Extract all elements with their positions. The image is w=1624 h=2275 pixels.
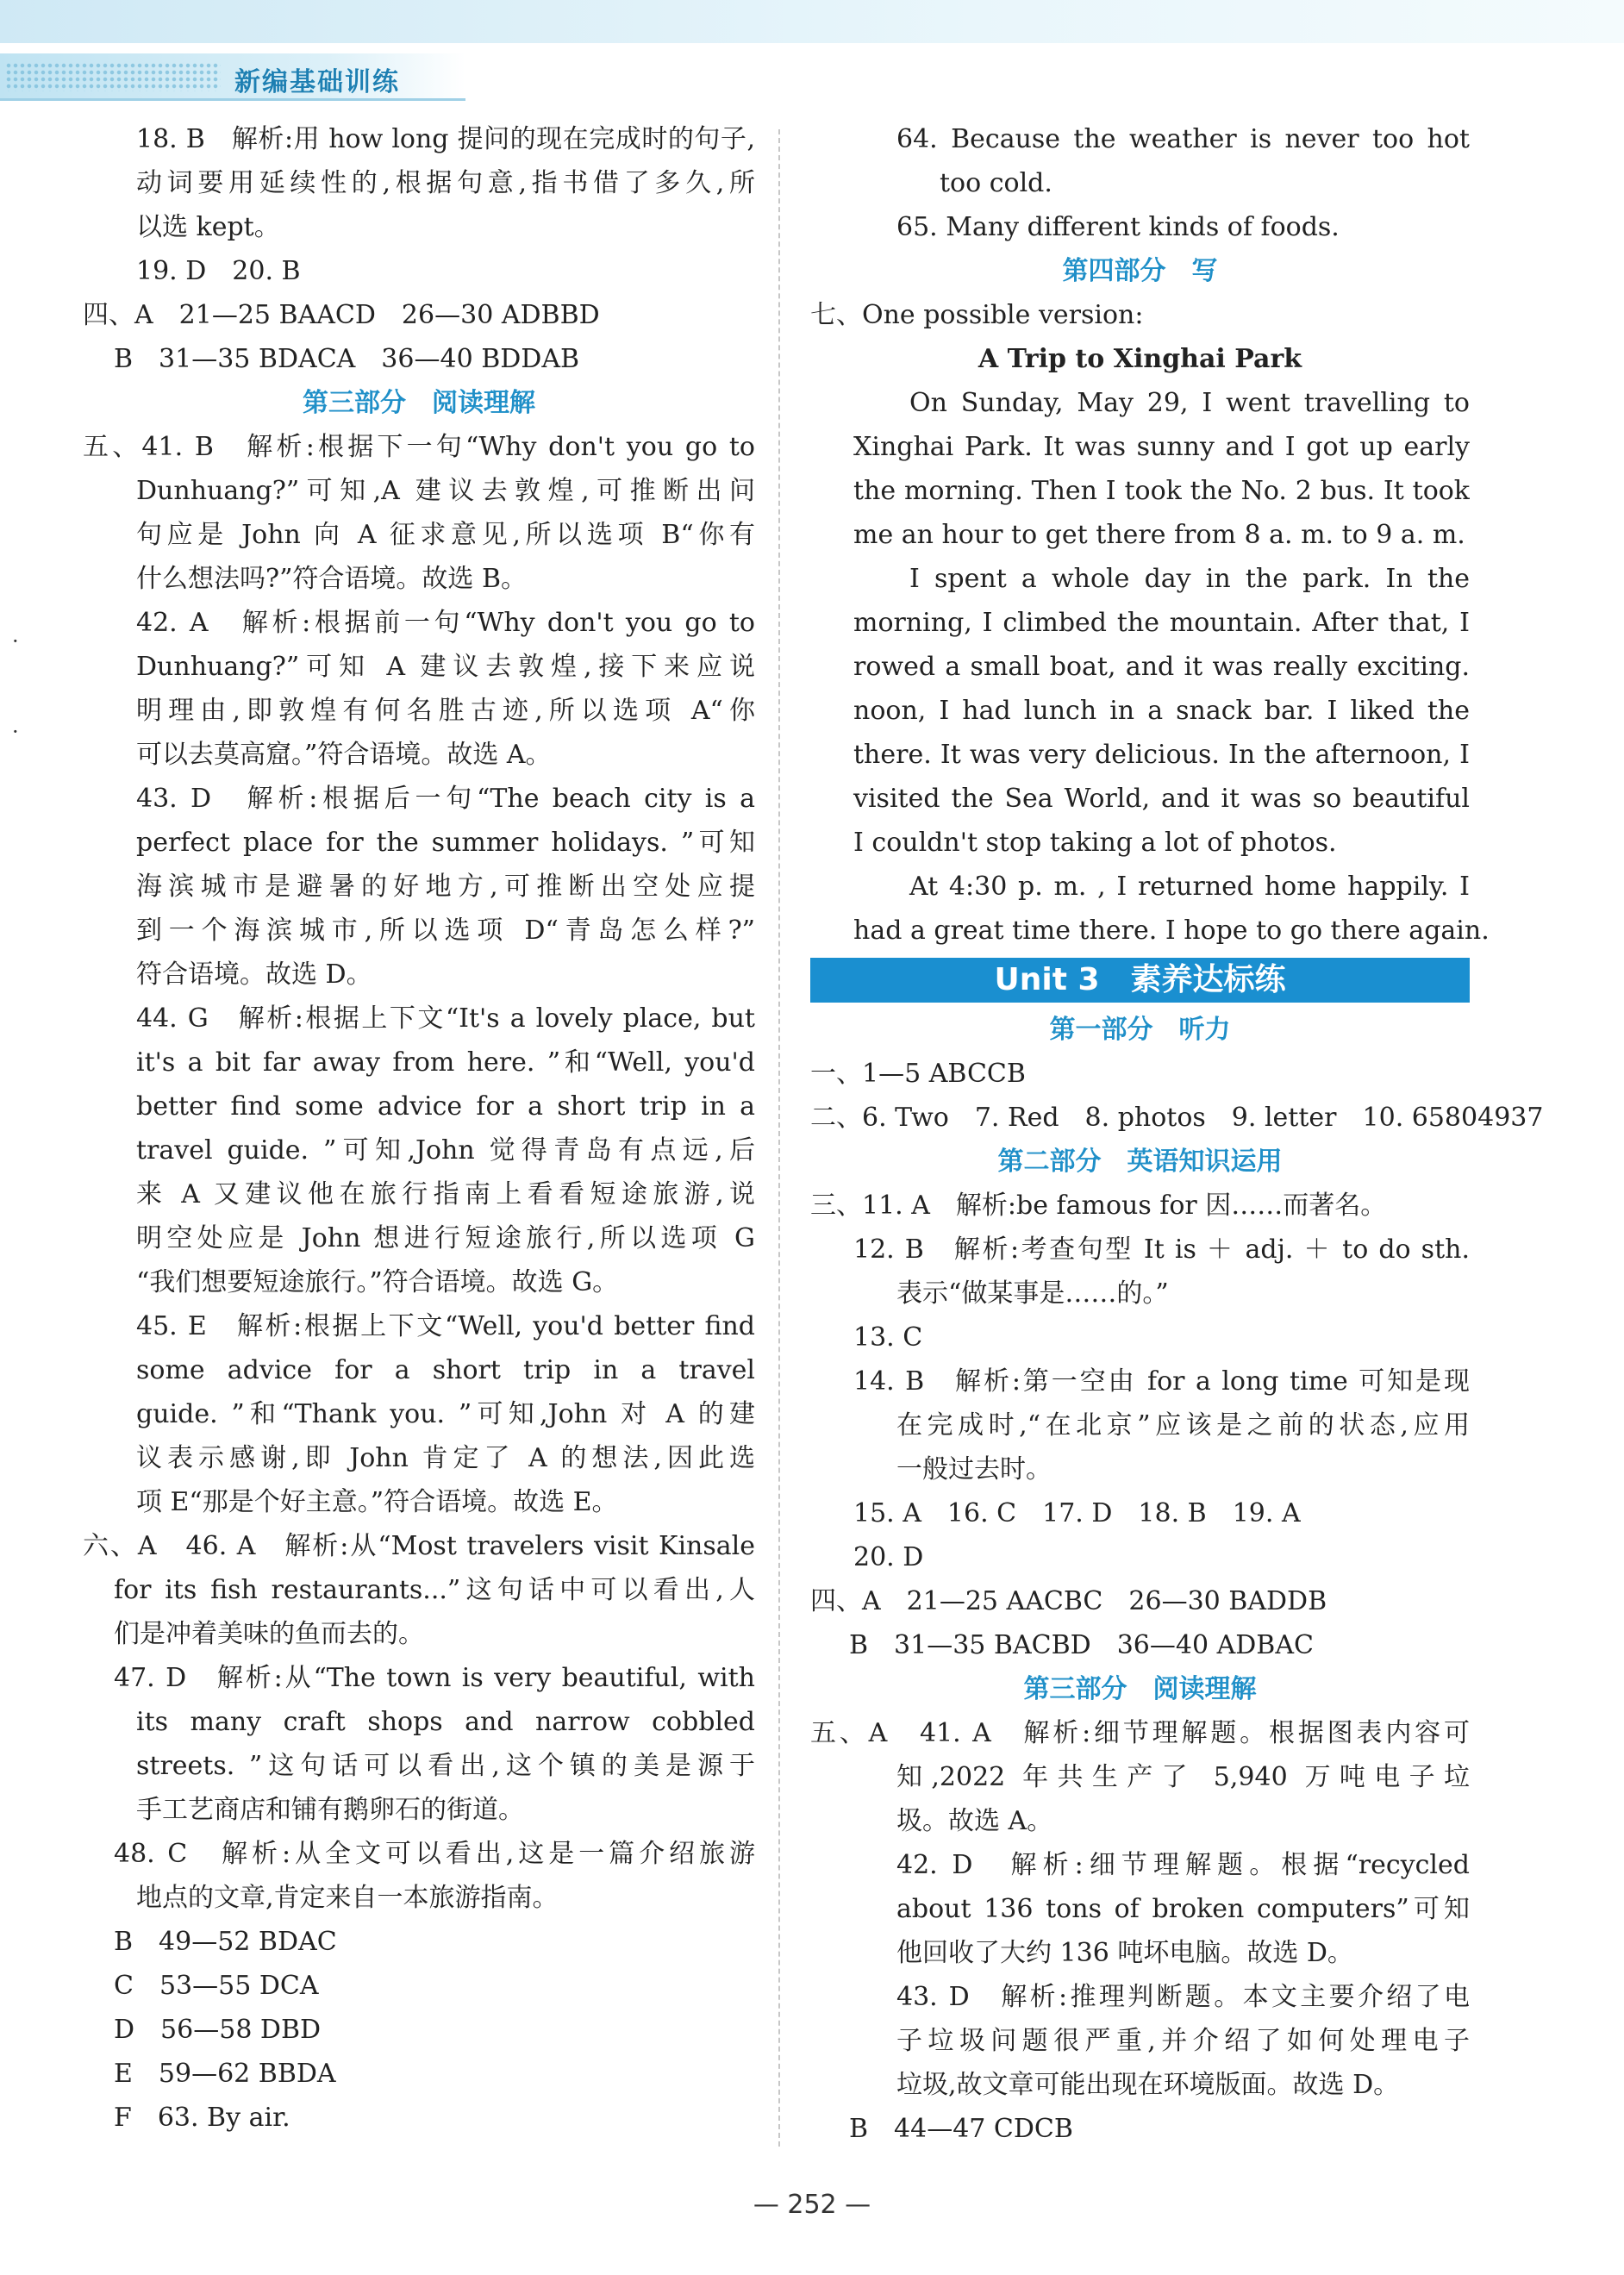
answer-line: 45. E 解析:根据上下文“Well, you'd better find (136, 1311, 755, 1341)
answer-line: 四、A 21—25 AACBC 26—30 BADDB (810, 1586, 1327, 1616)
answer-line: 明理由,即敦煌有何名胜古迹,所以选项 A“你 (136, 696, 755, 726)
answer-line: 43. D 解析:根据后一句“The beach city is a (136, 784, 755, 814)
answer-line: F 63. By air. (114, 2103, 290, 2133)
answer-line: 一般过去时。 (896, 1454, 1052, 1484)
answer-line: 19. D 20. B (136, 256, 301, 286)
answer-line: 42. A 解析:根据前一句“Why don't you go to (136, 608, 755, 638)
answer-line: 五、41. B 解析:根据下一句“Why don't you go to (83, 432, 755, 462)
answer-line: 47. D 解析:从“The town is very beautiful, with (114, 1663, 755, 1693)
answer-line: 垃圾,故文章可能出现在环境版面。故选 D。 (896, 2070, 1400, 2100)
answer-line: “我们想要短途旅行。”符合语境。故选 G。 (136, 1267, 619, 1297)
answer-line: 五、A 41. A 解析:细节理解题。根据图表内容可 (810, 1718, 1470, 1748)
answer-line: I couldn't stop taking a lot of photos. (853, 828, 1337, 858)
answer-line: 15. A 16. C 17. D 18. B 19. A (853, 1498, 1301, 1528)
answer-line: 明空处应是 John 想进行短途旅行,所以选项 G (136, 1223, 755, 1253)
answer-line: 句应是 John 向 A 征求意见,所以选项 B“你有 (136, 520, 755, 550)
answer-line: the morning. Then I took the No. 2 bus. It took (853, 476, 1470, 506)
answer-line: 知,2022 年共生产了 5,940 万吨电子垃 (896, 1762, 1470, 1792)
page-number: — 252 — (753, 2190, 871, 2220)
answer-line: about 136 tons of broken computers”可知 (896, 1894, 1470, 1924)
answer-line: 64. Because the weather is never too hot (896, 124, 1470, 154)
answer-line: it's a bit far away from here. ”和“Well, you'd (136, 1047, 755, 1078)
answer-line: 海滨城市是避暑的好地方,可推断出空处应提 (136, 872, 755, 902)
answer-line: At 4:30 p. m. , I returned home happily. I (909, 872, 1470, 902)
section-heading: 第三部分 阅读理解 (1023, 1674, 1257, 1704)
answer-line: 圾。故选 A。 (896, 1806, 1053, 1836)
answer-line: 符合语境。故选 D。 (136, 959, 372, 990)
right-column (810, 117, 1544, 2151)
answer-line: there. It was very delicious. In the afternoon, I (853, 740, 1470, 770)
answer-line: me an hour to get there from 8 a. m. to 9 a. m. (853, 520, 1465, 550)
answer-line: 44. G 解析:根据上下文“It's a lovely place, but (136, 1003, 755, 1034)
answer-line: On Sunday, May 29, I went travelling to (909, 388, 1470, 418)
brand-banner (0, 53, 465, 101)
answer-line: 48. C 解析:从全文可以看出,这是一篇介绍旅游 (114, 1839, 755, 1869)
answer-line: 地点的文章,肯定来自一本旅游指南。 (136, 1883, 559, 1913)
answer-line: 在完成时,“在北京”应该是之前的状态,应用 (896, 1410, 1470, 1441)
answer-line: 18. B 解析:用 how long 提问的现在完成时的句子, (136, 124, 755, 154)
answer-line: 13. C (853, 1322, 923, 1353)
answer-line: for its fish restaurants...”这句话中可以看出,人 (114, 1575, 755, 1605)
answer-line: better find some advice for a short trip in a (136, 1091, 755, 1122)
answer-line: 14. B 解析:第一空由 for a long time 可知是现 (853, 1366, 1470, 1397)
brand-dot-pattern (5, 62, 221, 91)
answer-line: 来 A 又建议他在旅行指南上看看短途旅游,说 (136, 1179, 755, 1209)
brand-title: 新编基础训练 (234, 67, 400, 97)
section-heading: 第四部分 写 (1062, 256, 1218, 286)
answer-line: 表示“做某事是……的。” (896, 1278, 1169, 1309)
section-heading: 第二部分 英语知识运用 (997, 1147, 1283, 1177)
answer-line: 到一个海滨城市,所以选项 D“青岛怎么样?” (136, 916, 755, 946)
section-heading: 第一部分 听力 (1049, 1015, 1231, 1045)
answer-line: 三、11. A 解析:be famous for 因……而著名。 (810, 1191, 1387, 1221)
answer-line: B 44—47 CDCB (849, 2114, 1073, 2144)
answer-line: 项 E“那是个好主意。”符合语境。故选 E。 (136, 1487, 618, 1517)
answer-line: B 49—52 BDAC (114, 1927, 337, 1957)
margin-mark: · (12, 629, 19, 653)
answer-line: 43. D 解析:推理判断题。本文主要介绍了电 (896, 1982, 1470, 2012)
answer-line: I spent a whole day in the park. In the (909, 564, 1470, 594)
answer-line: Dunhuang?”可知 A 建议去敦煌,接下来应说 (136, 652, 755, 682)
answer-line: 们是冲着美味的鱼而去的。 (114, 1619, 424, 1649)
answer-line: 动词要用延续性的,根据句意,指书借了多久,所 (136, 168, 755, 198)
answer-line: D 56—58 DBD (114, 2015, 322, 2045)
answer-line: 六、A 46. A 解析:从“Most travelers visit Kinsale (83, 1531, 755, 1561)
answer-line: 二、6. Two 7. Red 8. photos 9. letter 10. 65804937 (810, 1103, 1544, 1133)
essay-title: A Trip to Xinghai Park (978, 344, 1302, 374)
margin-mark: · (12, 720, 19, 744)
answer-line: Xinghai Park. It was sunny and I got up early (853, 432, 1470, 462)
answer-line: too cold. (940, 168, 1052, 198)
answer-line: rowed a small boat, and it was really exciting. (853, 652, 1470, 682)
answer-line: 可以去莫高窟。”符合语境。故选 A。 (136, 740, 552, 770)
answer-line: 65. Many different kinds of foods. (896, 212, 1340, 242)
section-heading: 第三部分 阅读理解 (303, 388, 535, 418)
answer-line: perfect place for the summer holidays. ”可知 (136, 828, 755, 858)
answer-line: travel guide. ”可知,John 觉得青岛有点远,后 (136, 1135, 755, 1166)
answer-line: 20. D (853, 1542, 924, 1572)
answer-line: 他回收了大约 136 吨坏电脑。故选 D。 (896, 1938, 1353, 1968)
answer-line: C 53—55 DCA (114, 1971, 319, 2001)
answer-line: 议表示感谢,即 John 肯定了 A 的想法,因此选 (136, 1443, 755, 1473)
answer-line: 子垃圾问题很严重,并介绍了如何处理电子 (896, 2026, 1470, 2056)
answer-line: 七、One possible version: (810, 300, 1144, 330)
answer-line: 42. D 解析:细节理解题。根据“recycled (896, 1850, 1470, 1880)
answer-line: visited the Sea World, and it was so beautiful (853, 784, 1470, 814)
left-column (83, 117, 755, 2140)
answer-line: 一、1—5 ABCCB (810, 1059, 1026, 1089)
answer-line: 手工艺商店和铺有鹅卵石的街道。 (136, 1795, 524, 1825)
answer-line: B 31—35 BDACA 36—40 BDDAB (114, 344, 580, 374)
answer-line: streets. ”这句话可以看出,这个镇的美是源于 (136, 1751, 755, 1781)
top-band (0, 0, 1624, 43)
answer-line: morning, I climbed the mountain. After that, I (853, 608, 1470, 638)
answer-line: 以选 kept。 (136, 212, 280, 242)
answer-line: 四、A 21—25 BAACD 26—30 ADBBD (83, 300, 600, 330)
answer-line: 什么想法吗?”符合语境。故选 B。 (136, 564, 528, 594)
answer-line: guide. ”和“Thank you. ”可知,John 对 A 的建 (136, 1399, 755, 1429)
answer-line: B 31—35 BACBD 36—40 ADBAC (849, 1630, 1314, 1660)
column-divider (778, 129, 780, 2147)
answer-line: 12. B 解析:考查句型 It is ＋ adj. ＋ to do sth. (853, 1234, 1470, 1265)
answer-line: some advice for a short trip in a travel (136, 1355, 755, 1385)
answer-line: Dunhuang?”可知,A 建议去敦煌,可推断出问 (136, 476, 755, 506)
answer-line: noon, I had lunch in a snack bar. I liked the (853, 696, 1470, 726)
answer-line: E 59—62 BBDA (114, 2059, 336, 2089)
answer-line: had a great time there. I hope to go there again. (853, 916, 1490, 946)
answer-line: its many craft shops and narrow cobbled (136, 1707, 755, 1737)
unit-title-bar: Unit 3 素养达标练 (810, 958, 1470, 1003)
